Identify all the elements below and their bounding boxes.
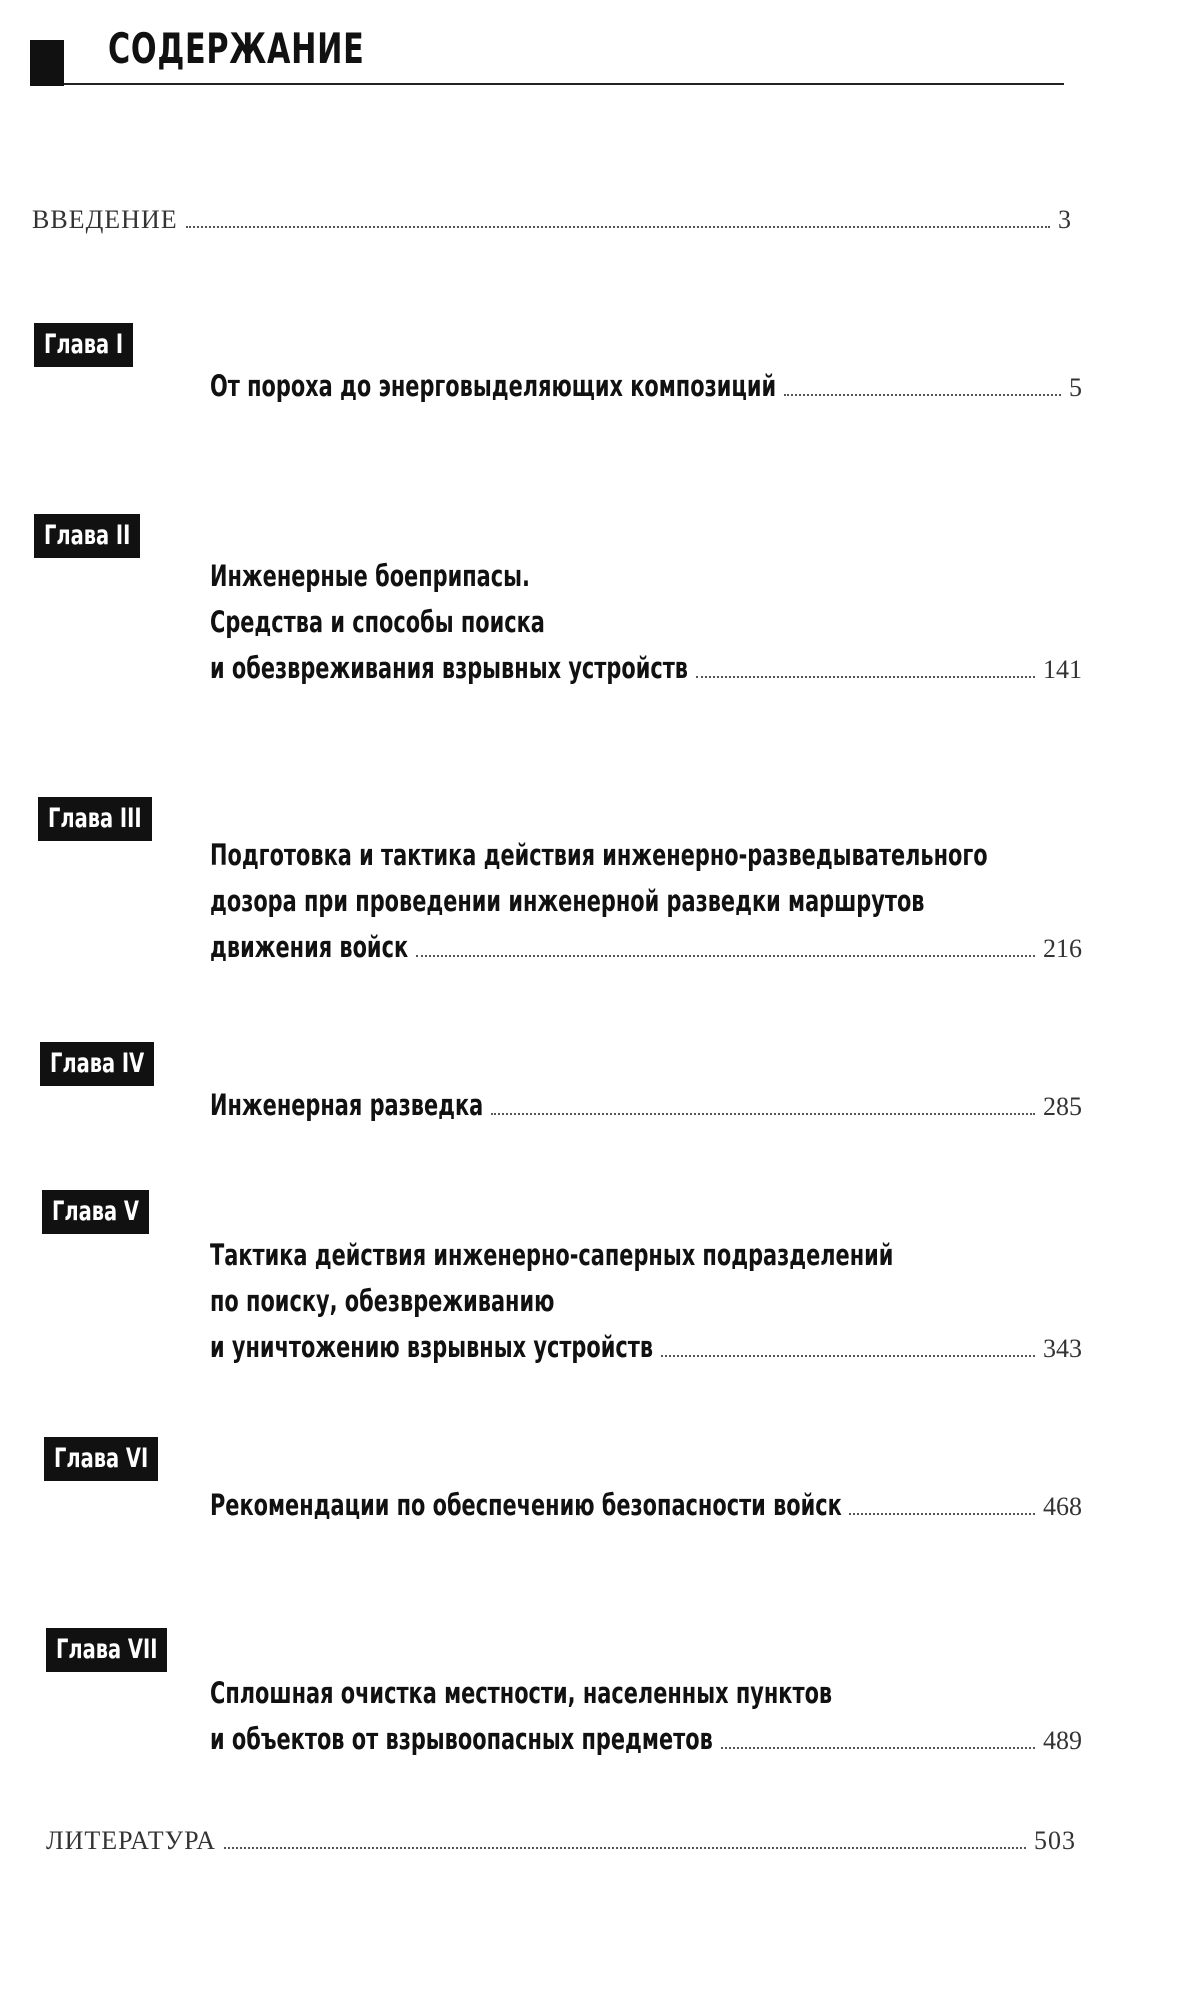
chapter-5-badge: Глава V	[42, 1190, 149, 1234]
dot-leader	[721, 1747, 1035, 1749]
dot-leader	[661, 1355, 1035, 1357]
toc-entry-chapter-1[interactable]	[210, 363, 1082, 411]
dot-leader	[491, 1113, 1035, 1115]
chapter-title-line	[210, 1482, 1082, 1530]
chapter-1-badge: Глава I	[34, 323, 133, 367]
chapter-2-badge: Глава II	[34, 514, 140, 558]
chapter-2-title-line-2: Средства и способы поиска	[210, 605, 545, 639]
chapter-1-page-number: 5	[1069, 373, 1082, 402]
bibliography-label: ЛИТЕРАТУРА	[46, 1826, 216, 1855]
title-underline	[64, 83, 1064, 85]
chapter-7-page-number: 489	[1043, 1726, 1082, 1755]
chapter-7-title-line-2: и объектов от взрывоопасных предметов	[210, 1722, 713, 1756]
chapter-3-badge: Глава III	[38, 797, 152, 841]
chapter-title-line	[210, 1278, 1082, 1324]
toc-entry-bibliography[interactable]	[46, 1826, 1076, 1856]
toc-entry-chapter-7[interactable]	[210, 1670, 1082, 1764]
chapter-5-title-line-1: Тактика действия инженерно-саперных подразделений	[210, 1238, 894, 1272]
chapter-title-line	[210, 1232, 1082, 1278]
chapter-title-line	[210, 363, 1082, 411]
chapter-6-badge: Глава VI	[44, 1437, 158, 1481]
chapter-3-title-line-2: дозора при проведении инженерной разведки маршрутов	[210, 884, 925, 918]
chapter-5-title-line-2: по поиску, обезвреживанию	[210, 1284, 555, 1318]
chapter-4-title-line-1: Инженерная разведка	[210, 1088, 484, 1122]
intro-page-number: 3	[1058, 205, 1072, 234]
chapter-4-badge: Глава IV	[40, 1042, 154, 1086]
chapter-title-line	[210, 599, 1082, 645]
chapter-title-line	[210, 1670, 1082, 1716]
toc-entry-chapter-6[interactable]	[210, 1482, 1082, 1530]
chapter-2-title-line-3: и обезвреживания взрывных устройств	[210, 651, 689, 685]
chapter-7-badge: Глава VII	[46, 1628, 167, 1672]
chapter-6-page-number: 468	[1043, 1492, 1082, 1521]
chapter-title-line	[210, 924, 1082, 972]
chapter-title-line	[210, 645, 1082, 693]
chapter-title-line	[210, 553, 1082, 599]
dot-leader	[186, 226, 1050, 228]
dot-leader	[784, 394, 1061, 396]
chapter-6-title-line-1: Рекомендации по обеспечению безопасности войск	[210, 1488, 842, 1522]
intro-label: ВВЕДЕНИЕ	[32, 205, 178, 234]
chapter-5-page-number: 343	[1043, 1334, 1082, 1363]
dot-leader	[224, 1847, 1026, 1849]
dot-leader	[849, 1513, 1035, 1515]
chapter-3-title-line-1: Подготовка и тактика действия инженерно-разведывательного	[210, 838, 988, 872]
toc-entry-chapter-2[interactable]	[210, 553, 1082, 693]
chapter-1-title-line-1: От пороха до энерговыделяющих композиций	[210, 369, 777, 403]
chapter-3-page-number: 216	[1043, 934, 1082, 963]
chapter-3-title-line-3: движения войск	[210, 930, 409, 964]
chapter-title-line	[210, 832, 1082, 878]
chapter-title-line	[210, 1716, 1082, 1764]
chapter-2-title-line-1: Инженерные боеприпасы.	[210, 559, 530, 593]
bibliography-page-number: 503	[1034, 1826, 1076, 1855]
chapter-7-title-line-1: Сплошная очистка местности, населенных пунктов	[210, 1676, 833, 1710]
toc-entry-chapter-4[interactable]	[210, 1082, 1082, 1130]
dot-leader	[696, 676, 1035, 678]
chapter-title-line	[210, 1324, 1082, 1372]
dot-leader	[416, 955, 1035, 957]
chapter-4-page-number: 285	[1043, 1092, 1082, 1121]
toc-entry-intro[interactable]	[32, 205, 1072, 235]
toc-entry-chapter-3[interactable]	[210, 832, 1082, 972]
page-title: СОДЕРЖАНИЕ	[108, 24, 365, 73]
header-square-mark	[30, 40, 64, 86]
toc-entry-chapter-5[interactable]	[210, 1232, 1082, 1372]
chapter-2-page-number: 141	[1043, 655, 1082, 684]
chapter-title-line	[210, 1082, 1082, 1130]
chapter-5-title-line-3: и уничтожению взрывных устройств	[210, 1330, 654, 1364]
chapter-title-line	[210, 878, 1082, 924]
